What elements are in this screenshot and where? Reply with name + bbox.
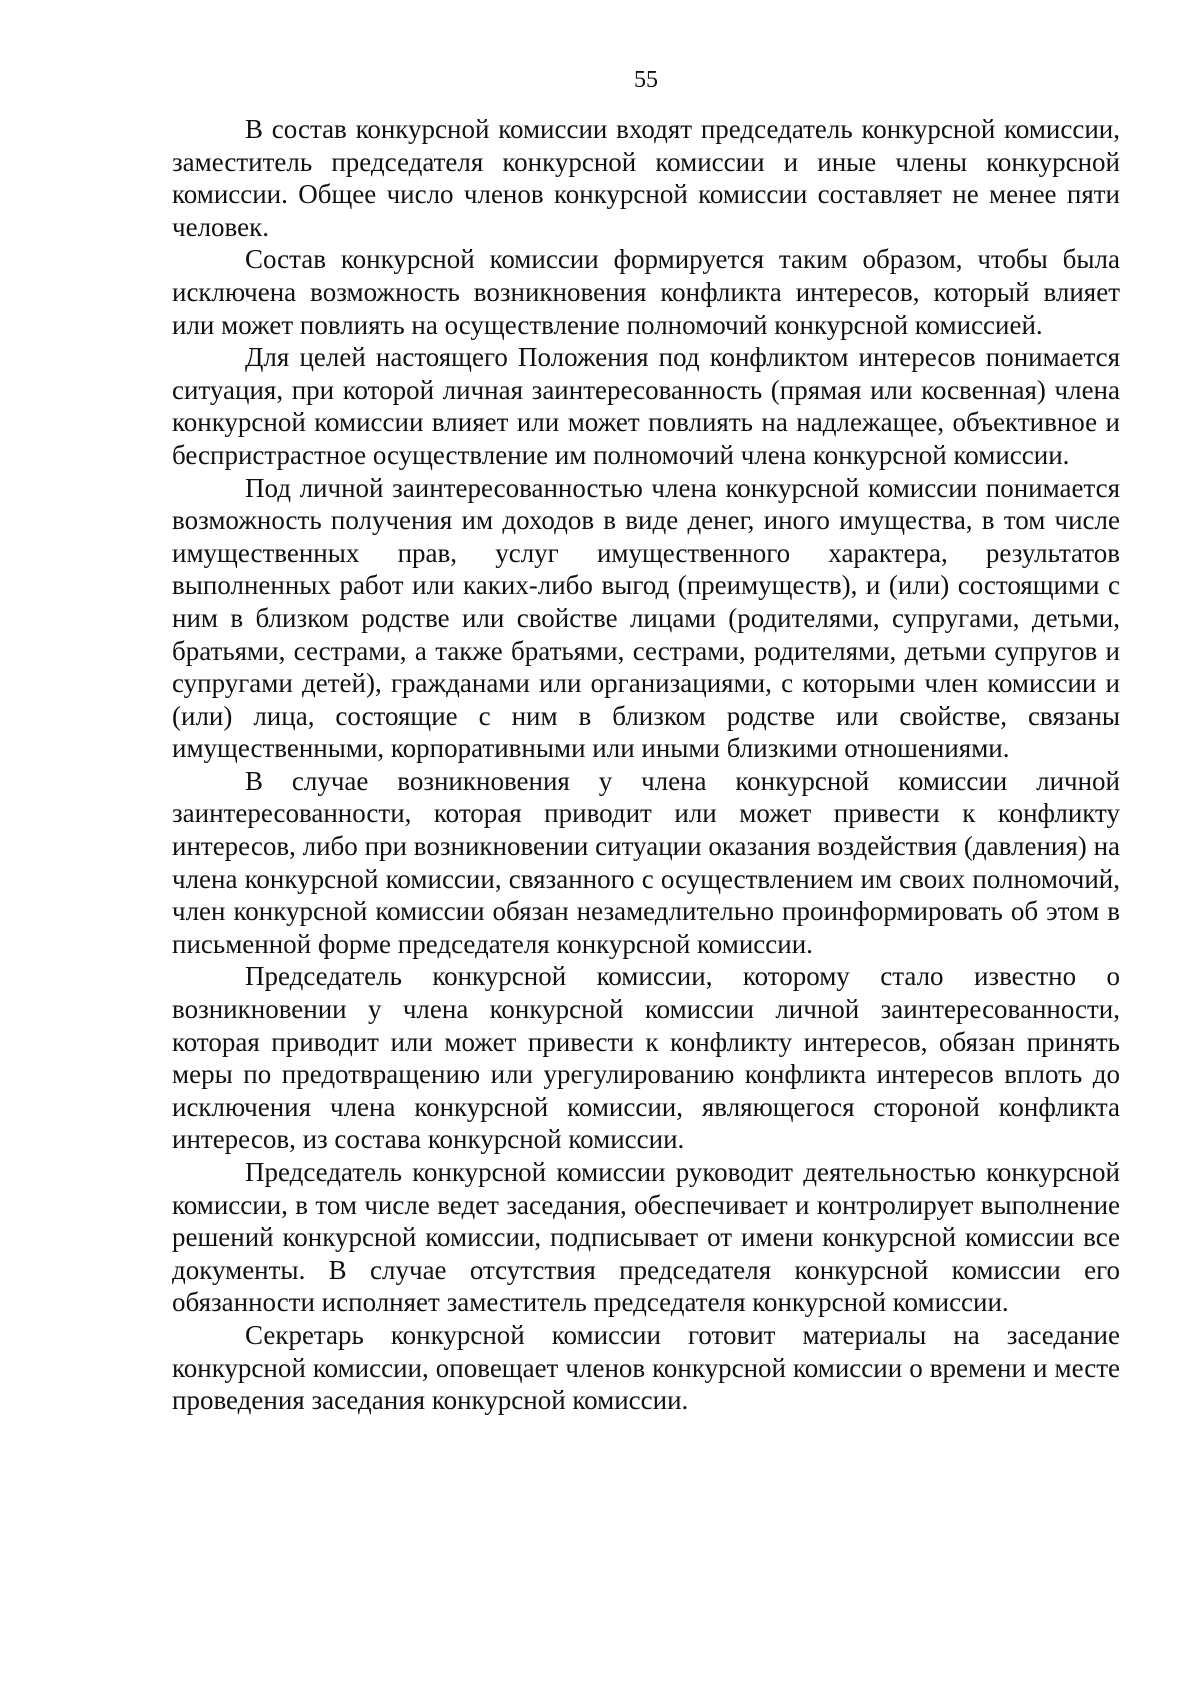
paragraph-personal-interest-definition: Под личной заинтересованностью члена конкурсной комиссии понимается возможность получения им доходов в виде денег, иного имущества, в том числе имущественных прав, услуг имущественного характера, результатов выполненных работ или каких-либо выгод (преимуществ), и (или) состоящими с ним в близком родстве или свойстве лицами (родителями, супругами, детьми, братьями, сестрами, а также братьями, сестрами, родителями, детьми супругов и супругами детей), гражданами или организациями, с которыми член комиссии и (или) лица, состоящие с ним в близком родстве или свойстве, связаны имущественными, корпоративными или иными близкими отношениями. [172,472,1120,764]
page-number: 55 [634,67,658,93]
paragraph-duty-to-inform: В случае возникновения у члена конкурсной комиссии личной заинтересованности, которая приводит или может привести к конфликту интересов, либо при возникновении ситуации оказания воздействия (давления) на члена конкурсной комиссии, связанного с осуществлением им своих полномочий, член конкурсной комиссии обязан незамедлительно проинформировать об этом в письменной форме председателя конкурсной комиссии. [172,765,1120,959]
paragraph-chairman-measures: Председатель конкурсной комиссии, которому стало известно о возникновении у члена конкурсной комиссии личной заинтересованности, которая приводит или может привести к конфликту интересов, обязан принять меры по предотвращению или урегулированию конфликта интересов вплоть до исключения члена конкурсной комиссии, являющегося стороной конфликта интересов, из состава конкурсной комиссии. [172,961,1120,1155]
paragraph-commission-composition: В состав конкурсной комиссии входят председатель конкурсной комиссии, заместитель председателя конкурсной комиссии и иные члены конкурсной комиссии. Общее число членов конкурсной комиссии составляет не менее пяти человек. [172,114,1120,242]
paragraph-conflict-definition: Для целей настоящего Положения под конфликтом интересов понимается ситуация, при которой личная заинтересованность (прямая или косвенная) члена конкурсной комиссии влияет или может повлиять на надлежащее, объективное и беспристрастное осуществление им полномочий члена конкурсной комиссии. [172,342,1120,470]
paragraph-secretary-duties: Секретарь конкурсной комиссии готовит материалы на заседание конкурсной комиссии, оповещает членов конкурсной комиссии о времени и месте проведения заседания конкурсной комиссии. [172,1319,1120,1416]
document-body [172,113,1120,1417]
paragraph-conflict-exclusion: Состав конкурсной комиссии формируется таким образом, чтобы была исключена возможность возникновения конфликта интересов, который влияет или может повлиять на осуществление полномочий конкурсной комиссией. [172,244,1120,340]
paragraph-chairman-duties: Председатель конкурсной комиссии руководит деятельностью конкурсной комиссии, в том числе ведет заседания, обеспечивает и контролирует выполнение решений конкурсной комиссии, подписывает от имени конкурсной комиссии все документы. В случае отсутствия председателя конкурсной комиссии его обязанности исполняет заместитель председателя конкурсной комиссии. [172,1157,1120,1318]
